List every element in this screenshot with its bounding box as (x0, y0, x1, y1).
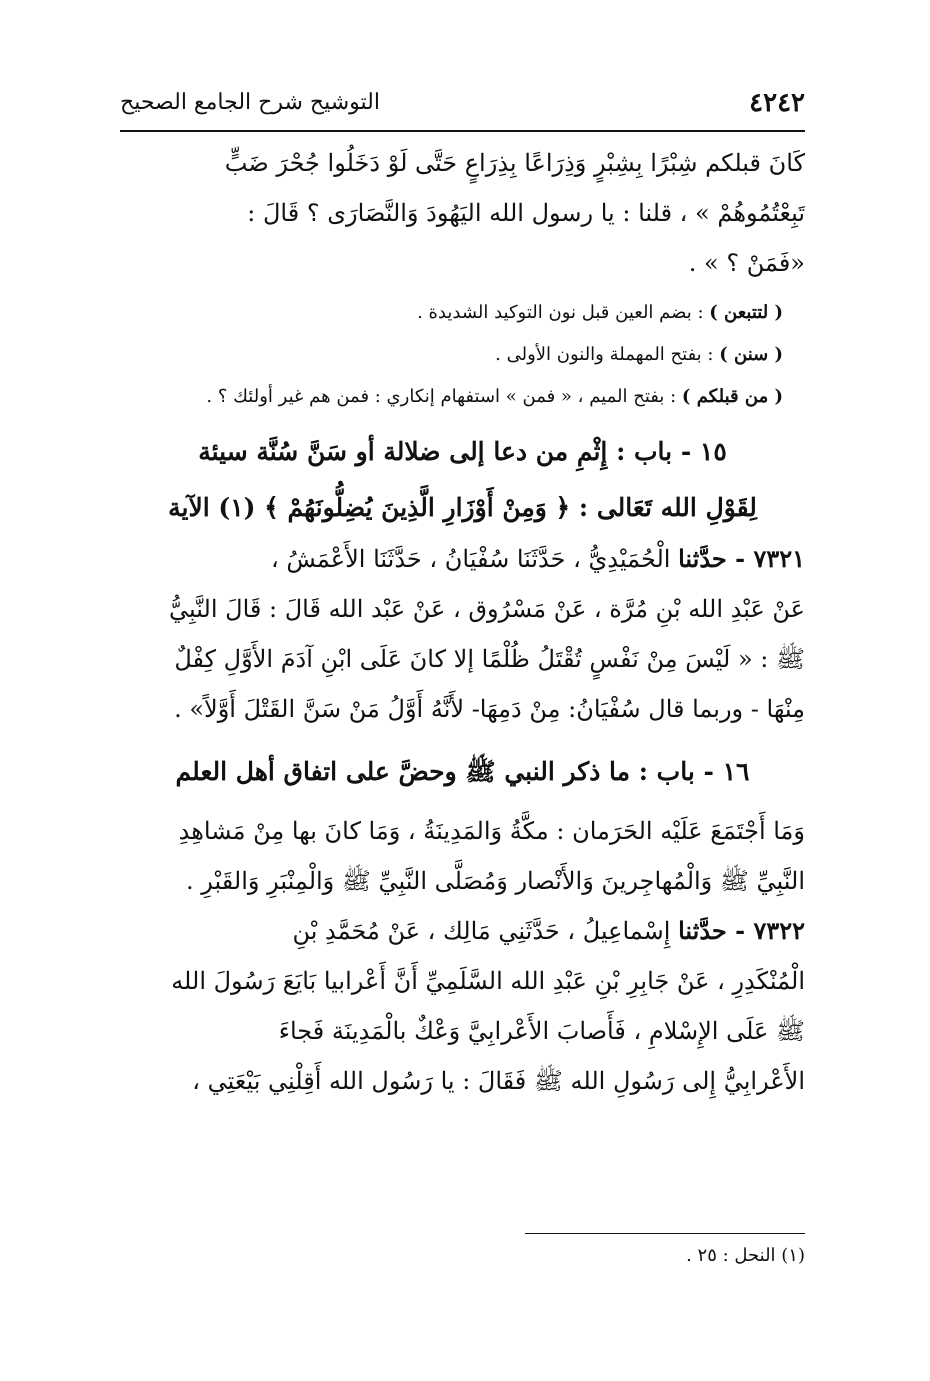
page-header (120, 88, 805, 128)
hadith-7322-line (120, 906, 805, 956)
text-line: كَانَ قبلكم شِبْرًا بِشِبْرٍ وَذِرَاعًا بِذِرَاعٍ حَتَّى لَوْ دَخَلُوا جُحْرَ ضَبٍّ (224, 149, 805, 177)
header-rule (120, 130, 805, 132)
text-line: مِنْهَا - وربما قال سُفْيَانُ: مِنْ دَمِهَا- لأَنَّهُ أَوَّلُ مَنْ سَنَّ القَتْلَ أَوَّلاً» . (174, 695, 805, 723)
text-line: عَنْ عَبْدِ الله بْنِ مُرَّة ، عَنْ مَسْرُوق ، عَنْ عَبْد الله قَالَ : قَالَ النَّبِيُّ (169, 595, 805, 623)
chapter-heading-16: ١٦ - باب : ما ذكر النبي ﷺ وحضَّ على اتفاق أهل العلم (175, 757, 750, 786)
note-3 (120, 380, 805, 414)
hadith-number: ٧٣٢١ - حدَّثنا (678, 544, 805, 573)
note-1 (120, 296, 805, 330)
hadith-number: ٧٣٢٢ - حدَّثنا (678, 916, 805, 945)
chapter-verse-15: لِقَوْلِ الله تَعَالى : ﴿ وَمِنْ أَوْزَارِ الَّذِينَ يُضِلُّونَهُمْ ﴾ (١) الآية (168, 493, 757, 522)
note-2 (120, 338, 805, 372)
note-text: : بضم العين قبل نون التوكيد الشديدة . (417, 302, 710, 323)
text-line: الْمُنْكَدِرِ ، عَنْ جَابِرِ بْنِ عَبْدِ الله السَّلَمِيِّ أَنَّ أَعْرابيا بَايَعَ رَسُولَ الله (171, 967, 805, 995)
hadith-7321-line (120, 534, 805, 584)
text-line: «فَمَنْ ؟ » . (688, 249, 805, 277)
text-line: الأَعْرابِيُّ إِلى رَسُولِ الله ﷺ فَقَالَ : يا رَسُول الله أَقِلْنِي بَيْعَتِي ، (192, 1067, 805, 1095)
text-line: ﷺ عَلَى الإِسْلامِ ، فَأَصابَ الأَعْرابِيَّ وَعْكٌ بالْمَدِينَة فَجاءَ (278, 1017, 805, 1045)
text-line: وَمَا أَجْتَمَعَ عَلَيْه الحَرَمان : مكَّةُ وَالمَدِينَةُ ، وَمَا كانَ بها مِنْ مَشاهِدِ (178, 817, 805, 845)
running-title: التوشيح شرح الجامع الصحيح (120, 90, 380, 115)
note-term: ( من قبلكم ) (681, 386, 783, 407)
text-line: ﷺ : « لَيْسَ مِنْ نَفْسٍ تُقْتَلُ ظُلْمًا إلا كانَ عَلَى ابْنِ آدَمَ الأَوَّلِ كِفْلٌ (174, 645, 805, 673)
chapter-heading-15: ١٥ - باب : إِثْمِ من دعا إلى ضلالة أو سَنَّ سُنَّة سيئة (198, 437, 727, 466)
footnote: (١) النحل : ٢٥ . (686, 1245, 805, 1266)
note-text: : بفتح المهملة والنون الأولى . (495, 344, 720, 365)
main-text (120, 138, 805, 1106)
text-line: تَبِعْتُمُوهُمْ » ، قلنا : يا رسول الله اليَهُودَ وَالنَّصَارَى ؟ قَالَ : (247, 199, 805, 227)
hadith-text: إِسْماعِيلُ ، حَدَّثَنِي مَالِك ، عَنْ مُحَمَّدِ بْنِ (292, 917, 679, 945)
page-number: ٤٢٤٢ (749, 88, 805, 118)
note-term: ( لتتبعن ) (709, 302, 783, 323)
note-term: ( سنن ) (719, 344, 783, 365)
footnote-rule (525, 1233, 805, 1234)
hadith-text: الْحُمَيْدِيُّ ، حَدَّثَنَا سُفْيَانُ ، حَدَّثَنَا الأَعْمَشُ ، (270, 545, 679, 573)
note-text: : بفتح الميم ، « فمن » استفهام إنكاري : فمن هم غير أولئك ؟ . (206, 386, 682, 407)
text-line: النَّبِيِّ ﷺ وَالْمُهاجِرينَ وَالأَنْصار وَمُصَلَّى النَّبِيِّ ﷺ وَالْمِنْبَرِ وَالقَبْرِ . (186, 867, 805, 895)
